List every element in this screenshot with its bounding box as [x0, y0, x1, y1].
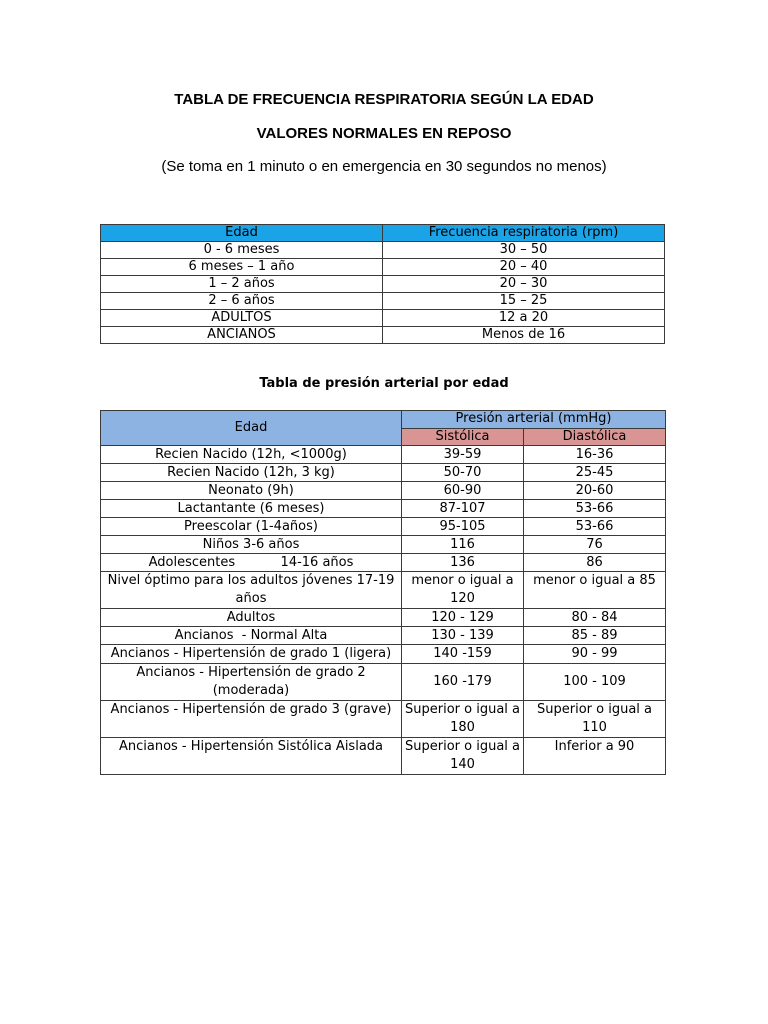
age-cell: 0 - 6 meses [101, 242, 383, 259]
column-header-rate: Frecuencia respiratoria (rpm) [383, 225, 665, 242]
table-row [101, 464, 666, 482]
table-row [101, 536, 666, 554]
table-row [101, 572, 666, 609]
table-row [101, 518, 666, 536]
systolic-cell: 39-59 [402, 446, 524, 464]
systolic-cell: 116 [402, 536, 524, 554]
respiratory-rate-table [100, 224, 665, 344]
diastolic-cell: 86 [524, 554, 666, 572]
column-header-age: Edad [101, 411, 402, 446]
age-cell: Lactantante (6 meses) [101, 500, 402, 518]
diastolic-cell: 20-60 [524, 482, 666, 500]
subtitle: VALORES NORMALES EN REPOSO [256, 125, 512, 142]
age-cell: Recien Nacido (12h, 3 kg) [101, 464, 402, 482]
diastolic-cell: menor o igual a 85 [524, 572, 666, 609]
table-row [101, 276, 665, 293]
systolic-cell: menor o igual a 120 [402, 572, 524, 609]
rate-cell: Menos de 16 [383, 327, 665, 344]
main-title: TABLA DE FRECUENCIA RESPIRATORIA SEGÚN LA EDAD [174, 91, 594, 108]
column-header-diastolic: Diastólica [524, 428, 666, 446]
blood-pressure-title: Tabla de presión arterial por edad [259, 376, 509, 391]
diastolic-cell: 76 [524, 536, 666, 554]
diastolic-cell: 53-66 [524, 518, 666, 536]
age-cell: Ancianos - Hipertensión de grado 2 (moderada) [101, 664, 402, 701]
age-cell: Preescolar (1-4años) [101, 518, 402, 536]
diastolic-cell: 90 - 99 [524, 645, 666, 664]
table-row [101, 609, 666, 627]
age-cell: Recien Nacido (12h, <1000g) [101, 446, 402, 464]
table-row [101, 738, 666, 775]
systolic-cell: 160 -179 [402, 664, 524, 701]
age-cell: ADULTOS [101, 310, 383, 327]
rate-cell: 20 – 40 [383, 259, 665, 276]
diastolic-cell: 85 - 89 [524, 627, 666, 645]
age-cell: ANCIANOS [101, 327, 383, 344]
table-row [101, 242, 665, 259]
systolic-cell: 87-107 [402, 500, 524, 518]
diastolic-cell: 53-66 [524, 500, 666, 518]
rate-cell: 12 a 20 [383, 310, 665, 327]
diastolic-cell: Superior o igual a 110 [524, 701, 666, 738]
systolic-cell: Superior o igual a 180 [402, 701, 524, 738]
table-row [101, 664, 666, 701]
table-row [101, 701, 666, 738]
table-row [101, 500, 666, 518]
diastolic-cell: Inferior a 90 [524, 738, 666, 775]
age-cell: Adultos [101, 609, 402, 627]
table-header-row [101, 411, 666, 429]
rate-cell: 15 – 25 [383, 293, 665, 310]
rate-cell: 20 – 30 [383, 276, 665, 293]
age-cell: Ancianos - Hipertensión Sistólica Aislada [101, 738, 402, 775]
systolic-cell: Superior o igual a 140 [402, 738, 524, 775]
rate-cell: 30 – 50 [383, 242, 665, 259]
age-cell: Ancianos - Hipertensión de grado 3 (grave) [101, 701, 402, 738]
systolic-cell: 95-105 [402, 518, 524, 536]
age-cell: 6 meses – 1 año [101, 259, 383, 276]
table-row [101, 627, 666, 645]
age-cell: Ancianos - Hipertensión de grado 1 (ligera) [101, 645, 402, 664]
diastolic-cell: 100 - 109 [524, 664, 666, 701]
table-row [101, 293, 665, 310]
table-row [101, 482, 666, 500]
systolic-cell: 140 -159 [402, 645, 524, 664]
age-cell: Neonato (9h) [101, 482, 402, 500]
blood-pressure-table [100, 410, 666, 775]
column-header-pressure: Presión arterial (mmHg) [402, 411, 666, 429]
age-cell: Nivel óptimo para los adultos jóvenes 17-19 años [101, 572, 402, 609]
age-cell: Adolescentes 14-16 años [101, 554, 402, 572]
measurement-note: (Se toma en 1 minuto o en emergencia en 30 segundos no menos) [161, 158, 607, 175]
table-row [101, 446, 666, 464]
systolic-cell: 50-70 [402, 464, 524, 482]
table-row [101, 259, 665, 276]
diastolic-cell: 80 - 84 [524, 609, 666, 627]
diastolic-cell: 16-36 [524, 446, 666, 464]
systolic-cell: 130 - 139 [402, 627, 524, 645]
diastolic-cell: 25-45 [524, 464, 666, 482]
age-cell: Niños 3-6 años [101, 536, 402, 554]
table-row [101, 310, 665, 327]
column-header-age: Edad [101, 225, 383, 242]
table-row [101, 645, 666, 664]
table-row [101, 554, 666, 572]
age-cell: 1 – 2 años [101, 276, 383, 293]
systolic-cell: 120 - 129 [402, 609, 524, 627]
table-header-row [101, 225, 665, 242]
systolic-cell: 136 [402, 554, 524, 572]
systolic-cell: 60-90 [402, 482, 524, 500]
age-cell: Ancianos - Normal Alta [101, 627, 402, 645]
column-header-systolic: Sistólica [402, 428, 524, 446]
table-row [101, 327, 665, 344]
age-cell: 2 – 6 años [101, 293, 383, 310]
